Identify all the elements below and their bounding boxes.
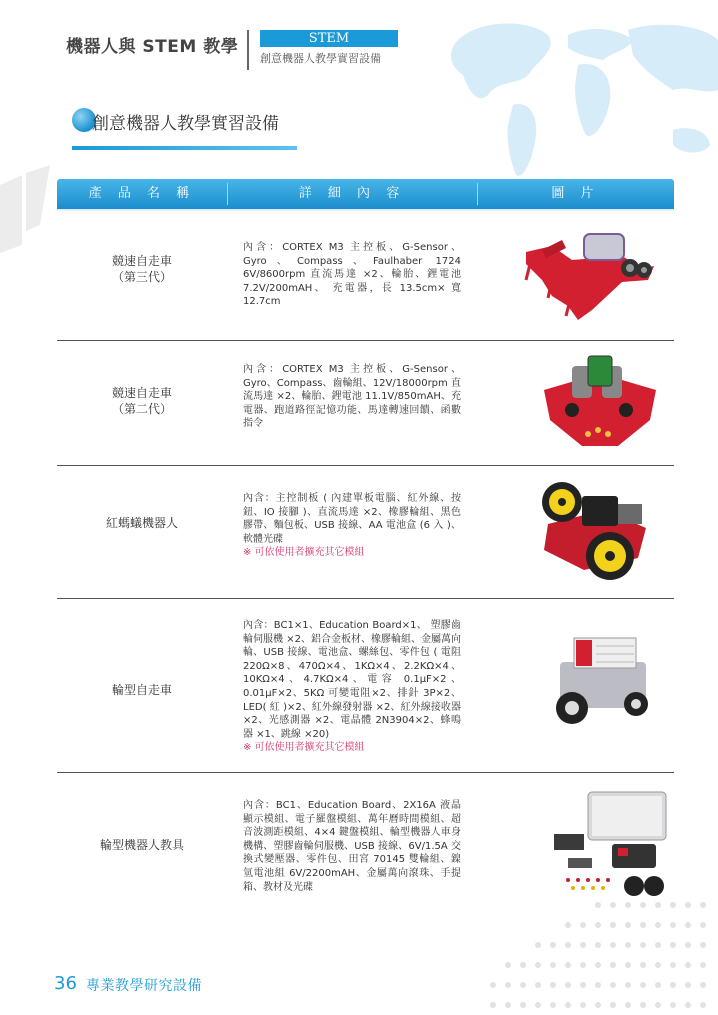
dots-decoration bbox=[478, 885, 718, 1015]
product-description bbox=[243, 241, 461, 309]
product-name-line: 競速自走車 bbox=[111, 386, 172, 400]
product-name-line: 紅螞蟻機器人 bbox=[105, 516, 178, 530]
product-name bbox=[57, 515, 227, 531]
product-image-red-ant-robot bbox=[534, 474, 654, 584]
product-name bbox=[57, 385, 227, 417]
section-underline bbox=[72, 146, 297, 150]
product-name-sub: （第二代） bbox=[111, 402, 172, 416]
row-divider bbox=[57, 465, 674, 466]
product-name bbox=[57, 253, 227, 285]
product-description-text: 內含：主控制板 ( 內建單板電腦、紅外線、按鈕、IO 接腳 )、直流馬達 ×2、橡膠輪組、黑色膠帶、麵包板、USB 接線、AA 電池盒 (6 入 )、軟體光碟 bbox=[243, 493, 461, 545]
header-title: 機器人與 STEM 教學 bbox=[66, 37, 239, 57]
product-image-wheeled-robot bbox=[540, 622, 660, 732]
header-divider bbox=[247, 30, 249, 70]
column-header-name: 產 品 名 稱 bbox=[88, 186, 196, 201]
row-divider bbox=[57, 340, 674, 341]
stem-badge: STEM bbox=[260, 30, 398, 47]
row-divider bbox=[57, 598, 674, 599]
product-description-text: 內含：BC1、Education Board、2X16A 液晶顯示模組、電子羅盤模組、萬年曆時間模組、超音波測距模組、4×4 鍵盤模組、輪型機器人車身機構、塑膠齒輪伺服機、USB 接線、6V/1.5A 交換式變壓器、零件包、田宮 70145 雙輪組、鎳氫電池組 6V/2200mAH、金屬萬向滾珠、手提箱、教材及光碟 bbox=[243, 800, 461, 893]
product-description-text: 內含：BC1×1、Education Board×1、 塑膠齒輪伺服機 ×2、鋁合金板材、橡膠輪組、金屬萬向輪、USB 接線、電池盒、螺絲包、零件包 ( 電阻 220Ω×8、470Ω×4、1KΩ×4、2.2KΩ×4、10KΩ×4、4.7KΩ×4、電容 0.1μF×2、0.01μF×2、5KΩ 可變電阻×2、排針 3P×2、LED( 紅 )×2、紅外線發射器 ×2、紅外線接收器 ×2、光感測器 ×2、電晶體 2N3904×2、蜂鳴器 ×1、跳線 ×20) bbox=[243, 620, 461, 740]
product-name-line: 競速自走車 bbox=[111, 254, 172, 268]
product-description bbox=[243, 619, 461, 755]
page-number: 36 bbox=[54, 973, 77, 994]
product-name-line: 輪型機器人教具 bbox=[99, 838, 184, 852]
side-logo-decoration bbox=[0, 165, 60, 255]
product-name bbox=[57, 837, 227, 853]
table-top-shadow bbox=[57, 209, 674, 212]
product-name-sub: （第三代） bbox=[111, 270, 172, 284]
column-header-detail: 詳 細 內 容 bbox=[298, 186, 406, 201]
column-header-image: 圖 片 bbox=[551, 186, 600, 201]
product-description-text: 內含：CORTEX M3 主控板、G-Sensor、Gyro、Compass、齒輪組、12V/18000rpm 直流馬達 ×2、輪胎、鋰電池 11.1V/850mAH、充電器、跑道路徑記憶功能、馬達轉速回饋、函數指令 bbox=[243, 364, 461, 430]
product-image-racing-car-gen2 bbox=[538, 350, 662, 452]
table-header bbox=[57, 179, 674, 209]
section-title: 創意機器人教學實習設備 bbox=[92, 114, 279, 134]
product-note: ※ 可依使用者擴充其它模組 bbox=[243, 547, 365, 559]
product-description bbox=[243, 363, 461, 431]
product-name bbox=[57, 682, 227, 698]
product-description-text: 內含：CORTEX M3 主控板、G-Sensor、Gyro、Compass、Faulhaber 1724 6V/8600rpm 直流馬達 ×2、輪胎、鋰電池 7.2V/200mAH、 充電器，長 13.5cm× 寬 12.7cm bbox=[243, 242, 461, 308]
product-image-racing-car-gen3 bbox=[522, 220, 660, 326]
product-image-teaching-kit bbox=[548, 788, 678, 900]
footer-text: 專業教學研究設備 bbox=[86, 978, 202, 994]
product-description bbox=[243, 492, 461, 560]
product-note: ※ 可依使用者擴充其它模組 bbox=[243, 742, 365, 754]
product-name-line: 輪型自走車 bbox=[111, 683, 172, 697]
product-description bbox=[243, 799, 461, 894]
world-map-decoration bbox=[418, 0, 718, 200]
row-divider bbox=[57, 772, 674, 773]
header-subtitle: 創意機器人教學實習設備 bbox=[260, 52, 381, 65]
